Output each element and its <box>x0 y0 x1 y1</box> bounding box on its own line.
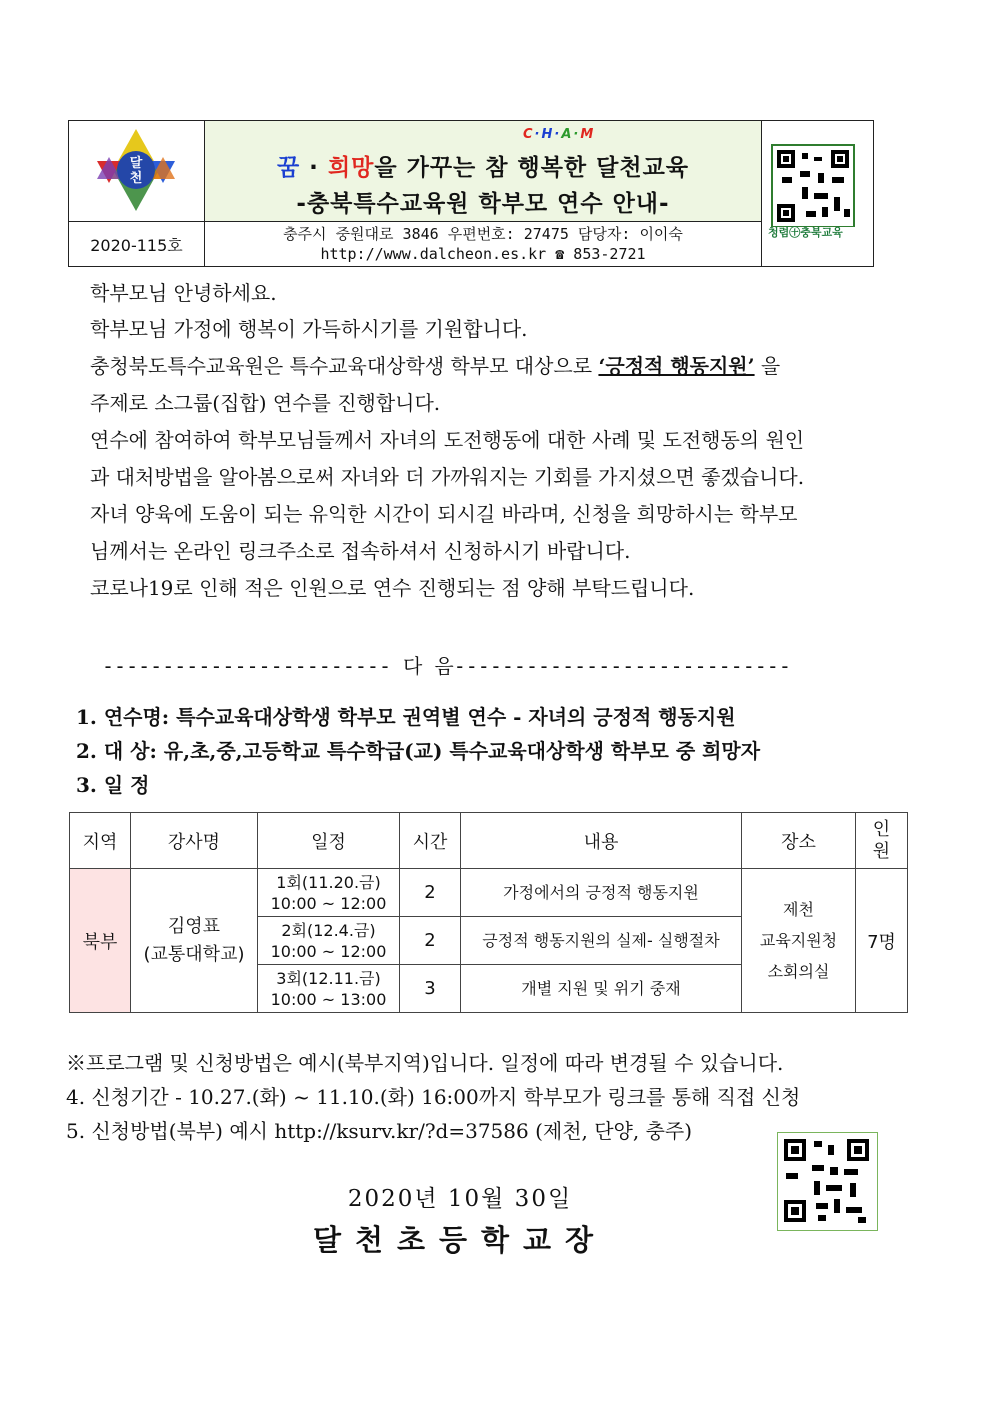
issue-date: 2020년 10월 30일 <box>347 1186 573 1212</box>
note-disclaimer: ※프로그램 및 신청방법은 예시(북부지역)입니다. 일정에 따라 변경될 수 있습니다. <box>66 1051 784 1075</box>
cell-content-1: 가정에서의 긍정적 행동지원 <box>461 869 742 917</box>
cell-date-1: 1회(11.20.금) 10:00 ~ 12:00 <box>258 869 400 917</box>
greeting-line-1: 학부모님 안녕하세요. <box>90 281 277 305</box>
greeting-line-2: 학부모님 가정에 행복이 가득하시기를 기원합니다. <box>90 317 528 341</box>
topic-highlight: ‘긍정적 행동지원’ <box>598 354 755 378</box>
header-schedule: 일정 <box>258 813 400 869</box>
body-line-7: 자녀 양육에 도움이 되는 유익한 시간이 되시길 바라며, 신청을 희망하시는 학부모 <box>90 502 798 526</box>
body-line-6: 과 대처방법을 알아봄으로써 자녀와 더 가까워지는 기회를 가지셨으면 좋겠습니다. <box>90 465 805 489</box>
section-separator: ------------------------ 다 음---------------------------- <box>102 654 791 678</box>
school-address <box>205 222 761 266</box>
note-period: 4. 신청기간 - 10.27.(화) ~ 11.10.(화) 16:00까지 학부모가 링크를 통해 직접 신청 <box>66 1085 801 1109</box>
logo-text-bottom: 천 <box>129 171 143 186</box>
address-line-2[interactable]: http://www.dalcheon.es.kr ☎ 853-2721 <box>320 245 646 263</box>
cell-hours-3: 3 <box>400 965 461 1013</box>
body-line-4: 주제로 소그룹(집합) 연수를 진행합니다. <box>90 391 441 415</box>
cell-hours-1: 2 <box>400 869 461 917</box>
body-line-5: 연수에 참여하여 학부모님들께서 자녀의 도전행동에 대한 사례 및 도전행동의 원인 <box>90 428 805 452</box>
brand-label: 청렴㊉충북교육 <box>768 226 843 239</box>
header-place: 장소 <box>742 813 856 869</box>
note-method[interactable]: 5. 신청방법(북부) 예시 http://ksurv.kr/?d=37586 (제천, 단양, 충주) <box>66 1119 693 1143</box>
principal-signature: 달천초등학교장 <box>312 1223 608 1257</box>
cell-instructor: 김영표 (교통대학교) <box>131 869 258 1013</box>
cell-region: 북부 <box>70 869 131 1013</box>
title-line-2: -충북특수교육원 학부모 연수 안내- <box>296 191 670 217</box>
body-line-3: 충청북도특수교육원은 특수교육대상학생 학부모 대상으로 ‘긍정적 행동지원’ 을 <box>90 354 781 378</box>
cell-date-3: 3회(12.11.금) 10:00 ~ 13:00 <box>258 965 400 1013</box>
school-logo <box>69 121 205 222</box>
cham-badge: C·H·A·M <box>523 127 596 142</box>
header-instructor: 강사명 <box>131 813 258 869</box>
item-course-name: 1. 연수명: 특수교육대상학생 학부모 권역별 연수 - 자녀의 긍정적 행동지원 <box>76 705 736 729</box>
title-block <box>205 121 761 222</box>
item-target: 2. 대 상: 유,초,중,고등학교 특수학급(교) 특수교육대상학생 학부모 중 희망자 <box>76 739 761 763</box>
logo-text-top: 달 <box>129 156 143 171</box>
header-region: 지역 <box>70 813 131 869</box>
address-line-1: 충주시 중원대로 3846 우편번호: 27475 담당자: 이이숙 <box>283 225 683 243</box>
header-capacity: 인원 <box>856 813 908 869</box>
cell-content-3: 개별 지원 및 위기 중재 <box>461 965 742 1013</box>
cell-place: 제천 교육지원청 소회의실 <box>742 869 856 1013</box>
header-content: 내용 <box>461 813 742 869</box>
letterhead <box>68 120 874 267</box>
item-schedule: 3. 일 정 <box>76 773 150 797</box>
document-number: 2020-115호 <box>69 222 205 266</box>
cell-hours-2: 2 <box>400 917 461 965</box>
title-line-1: 꿈 · 희망을 가꾸는 참 행복한 달천교육 <box>276 155 690 181</box>
header-hours: 시간 <box>400 813 461 869</box>
cell-date-2: 2회(12.4.금) 10:00 ~ 12:00 <box>258 917 400 965</box>
header-qr-code <box>761 121 873 266</box>
body-line-8: 님께서는 온라인 링크주소로 접속하셔서 신청하시기 바랍니다. <box>90 539 631 563</box>
table-header-row <box>70 813 908 869</box>
schedule-table <box>69 812 908 1013</box>
table-row <box>70 869 908 917</box>
cell-content-2: 긍정적 행동지원의 실제- 실행절차 <box>461 917 742 965</box>
cell-capacity: 7명 <box>856 869 908 1013</box>
body-line-9: 코로나19로 인해 적은 인원으로 연수 진행되는 점 양해 부탁드립니다. <box>90 576 695 600</box>
